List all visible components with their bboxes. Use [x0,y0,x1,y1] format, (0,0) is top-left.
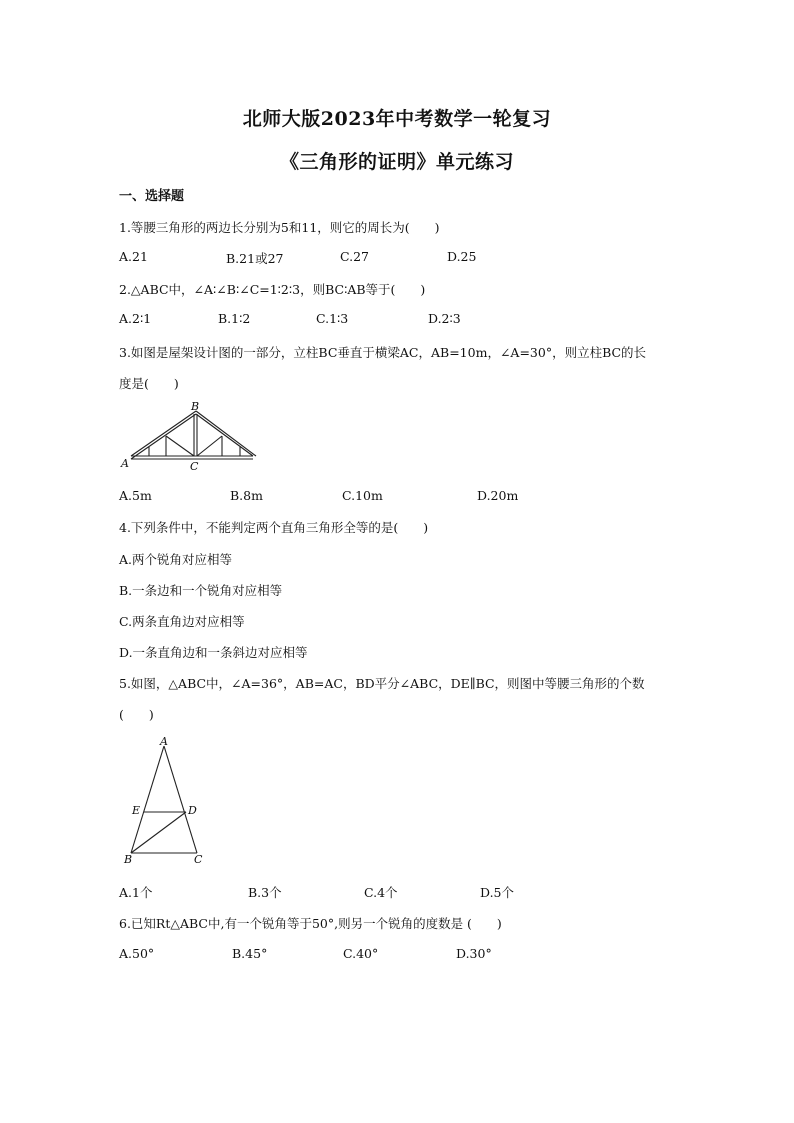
question-3-stem-line1: 3.如图是屋架设计图的一部分，立柱BC垂直于横梁AC，AB=10m，∠A=30°，则立柱BC的长 [119,345,647,360]
question-2-option-b: B.1∶2 [218,311,251,326]
question-3-option-b: B.8m [230,488,263,503]
question-5-stem-line2: ( ) [119,707,154,722]
isosceles-triangle-figure [118,735,218,870]
question-2-option-d: D.2∶3 [428,311,461,326]
question-5-option-a: A.1个 [119,885,153,900]
question-2-option-c: C.1∶3 [316,311,349,326]
question-1-option-b: B.21或27 [226,251,284,266]
question-6-option-d: D.30° [456,946,492,961]
question-3-option-d: D.20m [477,488,519,503]
question-1-option-d: D.25 [447,249,477,264]
figure5-label-a: A [160,735,168,748]
question-4-option-a: A.两个锐角对应相等 [119,552,233,567]
question-5-stem-line1: 5.如图，△ABC中，∠A=36°，AB=AC，BD平分∠ABC，DE∥BC，则图中等腰三角形的个数 [119,676,645,691]
section-heading: 一、选择题 [119,189,185,204]
question-5-option-d: D.5个 [480,885,515,900]
document-subtitle: 《三角形的证明》单元练习 [279,151,514,173]
question-4-option-d: D.一条直角边和一条斜边对应相等 [119,645,308,660]
figure5-label-e: E [132,804,141,817]
question-4-option-c: C.两条直角边对应相等 [119,614,245,629]
figure5-label-c: C [194,853,203,866]
question-1-option-c: C.27 [340,249,369,264]
question-2-stem: 2.△ABC中，∠A∶∠B∶∠C=1∶2∶3，则BC∶AB等于( ) [119,282,426,297]
question-4-stem: 4.下列条件中，不能判定两个直角三角形全等的是( ) [119,520,429,535]
question-6-option-b: B.45° [232,946,268,961]
question-3-stem-line2: 度是( ) [119,376,179,391]
question-1-stem: 1.等腰三角形的两边长分别为5和11，则它的周长为( ) [119,220,440,235]
question-6-option-a: A.50° [119,946,155,961]
roof-truss-figure [118,400,268,475]
figure5-label-d: D [188,804,197,817]
question-5-option-c: C.4个 [364,885,398,900]
document-title: 北师大版2023年中考数学一轮复习 [242,108,552,130]
question-1-option-a: A.21 [119,249,148,264]
figure3-label-c: C [190,460,199,473]
question-6-option-c: C.40° [343,946,379,961]
question-5-option-b: B.3个 [248,885,282,900]
question-2-option-a: A.2∶1 [119,311,152,326]
question-3-option-a: A.5m [119,488,152,503]
figure3-label-b: B [191,400,200,413]
figure3-label-a: A [121,457,129,470]
figure5-label-b: B [124,853,133,866]
question-3-option-c: C.10m [342,488,383,503]
question-6-stem: 6.已知Rt△ABC中,有一个锐角等于50°,则另一个锐角的度数是 ( ) [119,916,502,931]
question-4-option-b: B.一条边和一个锐角对应相等 [119,583,283,598]
